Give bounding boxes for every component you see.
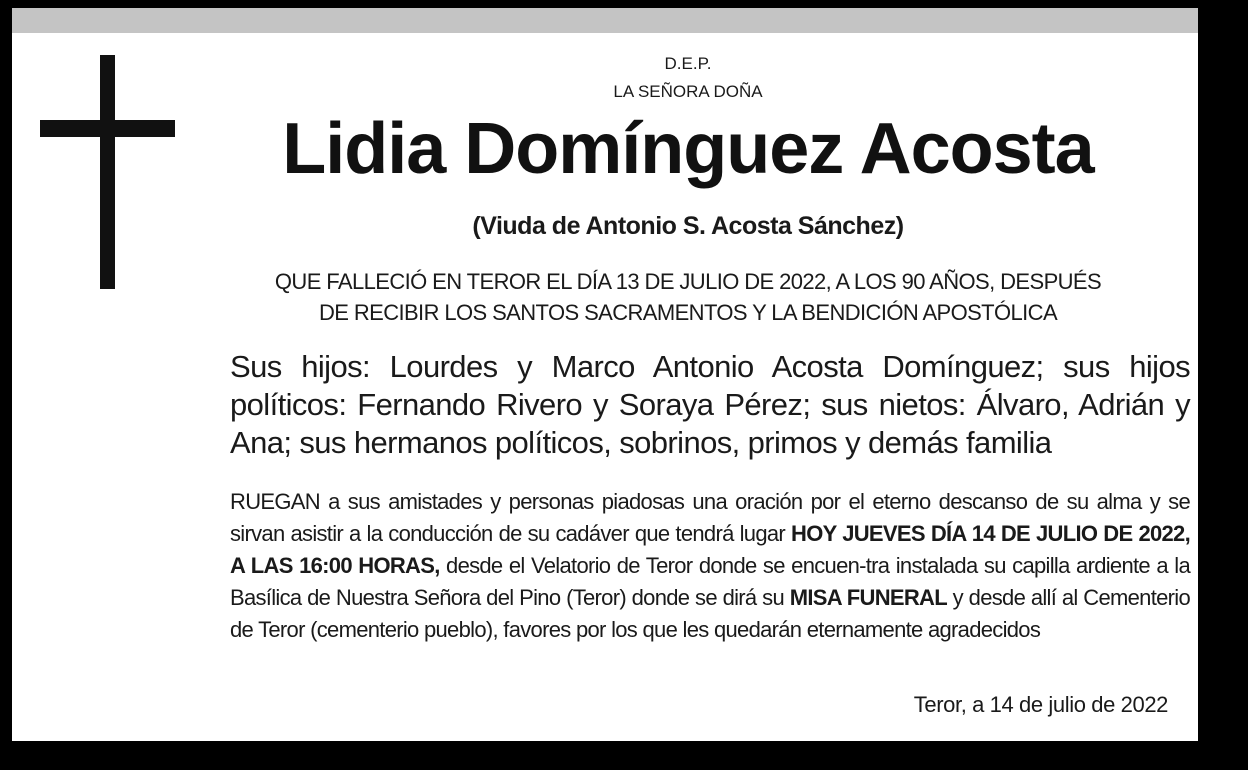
- cross-vertical-bar: [100, 55, 115, 289]
- top-band: [12, 8, 1198, 33]
- death-statement-line-1: QUE FALLECIÓ EN TEROR EL DÍA 13 DE JULIO DE 2022, A LOS 90 AÑOS, DESPUÉS: [274, 269, 1102, 294]
- request-paragraph: [208, 486, 1190, 646]
- honorific: LA SEÑORA DOÑA: [613, 82, 763, 101]
- obituary-notice: [12, 8, 1198, 741]
- death-statement: [208, 266, 1168, 328]
- place-and-date: Teror, a 14 de julio de 2022: [913, 692, 1168, 717]
- family-list: Sus hijos: Lourdes y Marco Antonio Acosta Domínguez; sus hijos políticos: Fernando Rivero y Soraya Pérez; sus nietos: Álvaro, Adrián y Ana; sus hermanos políticos, sobrinos, primos y demás familia: [230, 349, 1190, 460]
- death-statement-line-2: DE RECIBIR LOS SANTOS SACRAMENTOS Y LA BENDICIÓN APOSTÓLICA: [318, 300, 1058, 325]
- service-date-time: HOY JUEVES DÍA 14 DE JULIO DE 2022, A LAS 16:00 HORAS,: [230, 521, 1191, 578]
- misa-funeral: MISA FUNERAL: [789, 585, 947, 610]
- deceased-name: Lidia Domínguez Acosta: [282, 109, 1094, 189]
- widow-of: (Viuda de Antonio S. Acosta Sánchez): [472, 212, 904, 240]
- dep-heading: D.E.P.: [664, 54, 712, 73]
- request-text-3: y desde allí al Cementerio de Teror (cementerio pueblo), favores por los que les quedarán eternamente agradecidos: [230, 585, 1190, 642]
- request-text-2: desde el Velatorio de Teror donde se encuen-tra instalada su capilla ardiente a la Basílica de Nuestra Señora del Pino (Teror) donde se dirá su: [230, 553, 1191, 610]
- cross-horizontal-bar: [40, 120, 175, 137]
- request-text-1: RUEGAN a sus amistades y personas piadosas una oración por el eterno descanso de su alma y se sirvan asistir a la conducción de su cadáver que tendrá lugar: [230, 489, 1190, 546]
